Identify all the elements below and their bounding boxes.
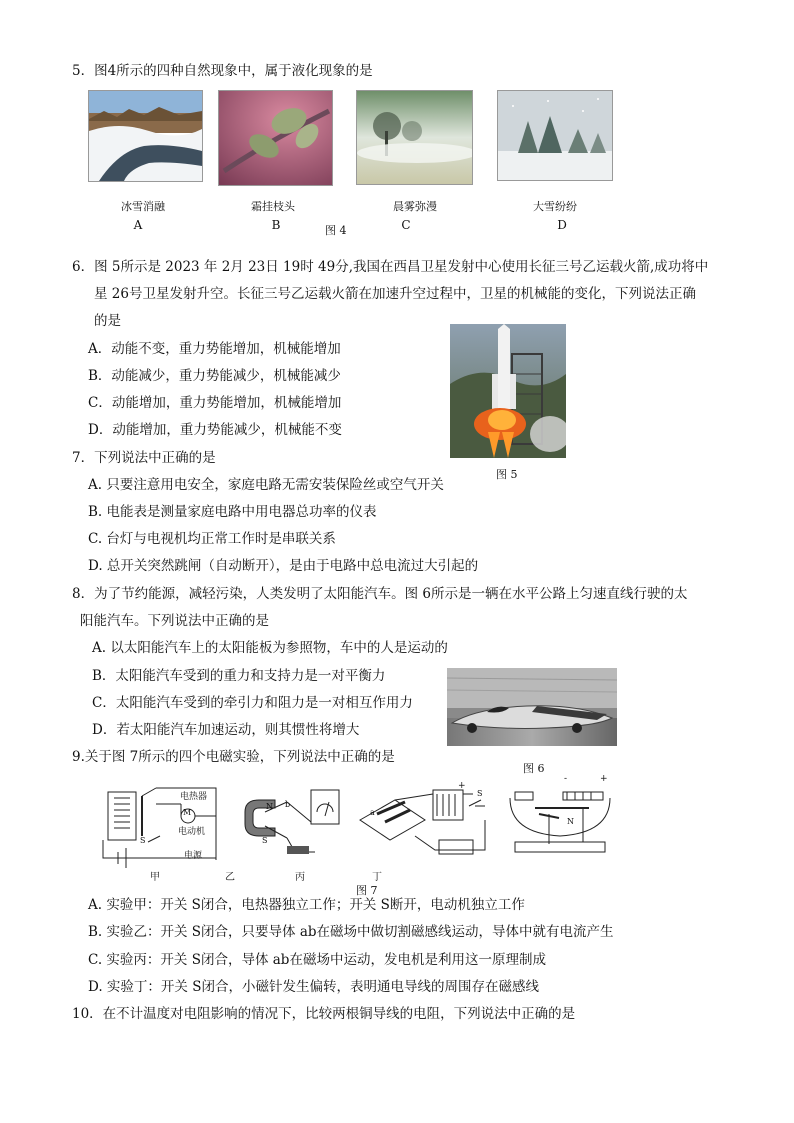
label-a-bing: a [370, 808, 375, 817]
figure-7-label: 图 7 [356, 884, 378, 897]
figure-6-label: 图 6 [523, 762, 545, 775]
caption-a: 冰雪消融 [121, 200, 165, 213]
q6-stem-3: 的是 [94, 313, 121, 329]
label-heater: 电热器 [180, 792, 208, 802]
q7-option-c: C. 台灯与电视机均正常工作时是串联关系 [88, 531, 336, 547]
caption-b: 霜挂枝头 [251, 200, 295, 213]
q7-option-a: A. 只要注意用电安全，家庭电路无需安装保险丝或空气开关 [88, 477, 444, 493]
q7-option-d: D. 总开关突然跳闸（自动断开），是由于电路中总电流过大引起的 [88, 558, 479, 574]
letter-b: B [271, 218, 281, 232]
photo-heavy-snow [497, 90, 613, 181]
q9-option-c: C. 实验丙：开关 S闭合，导体 ab在磁场中运动，发电机是利用这一原理制成 [88, 952, 546, 968]
label-s-bing: S [477, 789, 483, 798]
diagram-ding [505, 778, 615, 858]
q8-option-d: D．若太阳能汽车加速运动，则其惯性将增大 [92, 722, 360, 738]
label-n-ding: N [567, 817, 574, 826]
q6-option-d: D．动能增加，重力势能减少，机械能不变 [88, 422, 342, 438]
q8-option-c: C．太阳能汽车受到的牵引力和阻力是一对相互作用力 [92, 695, 413, 711]
q7-option-b: B. 电能表是测量家庭电路中用电器总功率的仪表 [88, 504, 377, 520]
letter-c: C [401, 218, 411, 232]
label-n-yi: N [266, 802, 273, 811]
q8-stem-1: 8．为了节约能源，减轻污染，人类发明了太阳能汽车。图 6所示是一辆在水平公路上匀速直线行驶的太 [72, 586, 688, 602]
q8-stem-2: 阳能汽车。下列说法中正确的是 [80, 613, 269, 629]
label-ding: 丁 [372, 872, 382, 883]
q8-option-b: B．太阳能汽车受到的重力和支持力是一对平衡力 [92, 668, 386, 684]
photo-rocket-launch [450, 324, 566, 458]
photo-melting-snow [88, 90, 203, 182]
letter-a: A [133, 218, 143, 232]
label-s-jia: S [140, 836, 146, 845]
q9-stem: 9.关于图 7所示的四个电磁实验，下列说法中正确的是 [72, 749, 395, 765]
label-power: 电源 [184, 851, 203, 861]
q5-stem: 5．图4所示的四种自然现象中，属于液化现象的是 [72, 63, 373, 79]
label-plus-bing: + [458, 781, 466, 791]
figure-5-label: 图 5 [496, 468, 518, 481]
caption-d: 大雪纷纷 [533, 200, 577, 213]
label-s-yi: S [262, 836, 268, 845]
label-jia: 甲 [150, 872, 160, 883]
q6-option-c: C．动能增加，重力势能增加，机械能增加 [88, 395, 342, 411]
q9-option-b: B. 实验乙：开关 S闭合，只要导体 ab在磁场中做切割磁感线运动，导体中就有电流产生 [88, 924, 614, 940]
q10-stem: 10．在不计温度对电阻影响的情况下，比较两根铜导线的电阻，下列说法中正确的是 [72, 1006, 576, 1022]
photo-solar-car [447, 668, 617, 746]
label-b-yi: b [285, 800, 291, 809]
label-plus-ding: + [600, 774, 608, 784]
caption-c: 晨雾弥漫 [393, 200, 437, 213]
q6-option-b: B．动能减少，重力势能减少，机械能减少 [88, 368, 341, 384]
q8-option-a: A. 以太阳能汽车上的太阳能板为参照物，车中的人是运动的 [92, 640, 448, 656]
q6-stem-2: 星 26号卫星发射升空。长征三号乙运载火箭在加速升空过程中，卫星的机械能的变化，下列说法正确 [94, 286, 696, 302]
diagram-yi [235, 782, 345, 866]
label-bing: 丙 [295, 872, 305, 883]
photo-morning-fog [356, 90, 473, 185]
diagram-bing [355, 780, 495, 860]
q9-option-d: D. 实验丁：开关 S闭合，小磁针发生偏转，表明通电导线的周围存在磁感线 [88, 979, 539, 995]
q6-option-a: A．动能不变，重力势能增加，机械能增加 [88, 341, 341, 357]
label-minus-ding: - [564, 774, 568, 784]
letter-d: D [557, 218, 567, 232]
q9-option-a: A. 实验甲：开关 S闭合，电热器独立工作；开关 S断开，电动机独立工作 [88, 897, 525, 913]
label-yi: 乙 [225, 872, 235, 883]
q6-stem-1: 6．图 5所示是 2023 年 2月 23日 19时 49分,我国在西昌卫星发射中心使用长征三号乙运载火箭,成功将中 [72, 259, 709, 275]
figure-4-label: 图 4 [325, 224, 347, 237]
label-m: M [183, 808, 192, 817]
q7-stem: 7．下列说法中正确的是 [72, 450, 216, 466]
photo-frost-branch [218, 90, 333, 186]
label-motor: 电动机 [178, 827, 206, 837]
